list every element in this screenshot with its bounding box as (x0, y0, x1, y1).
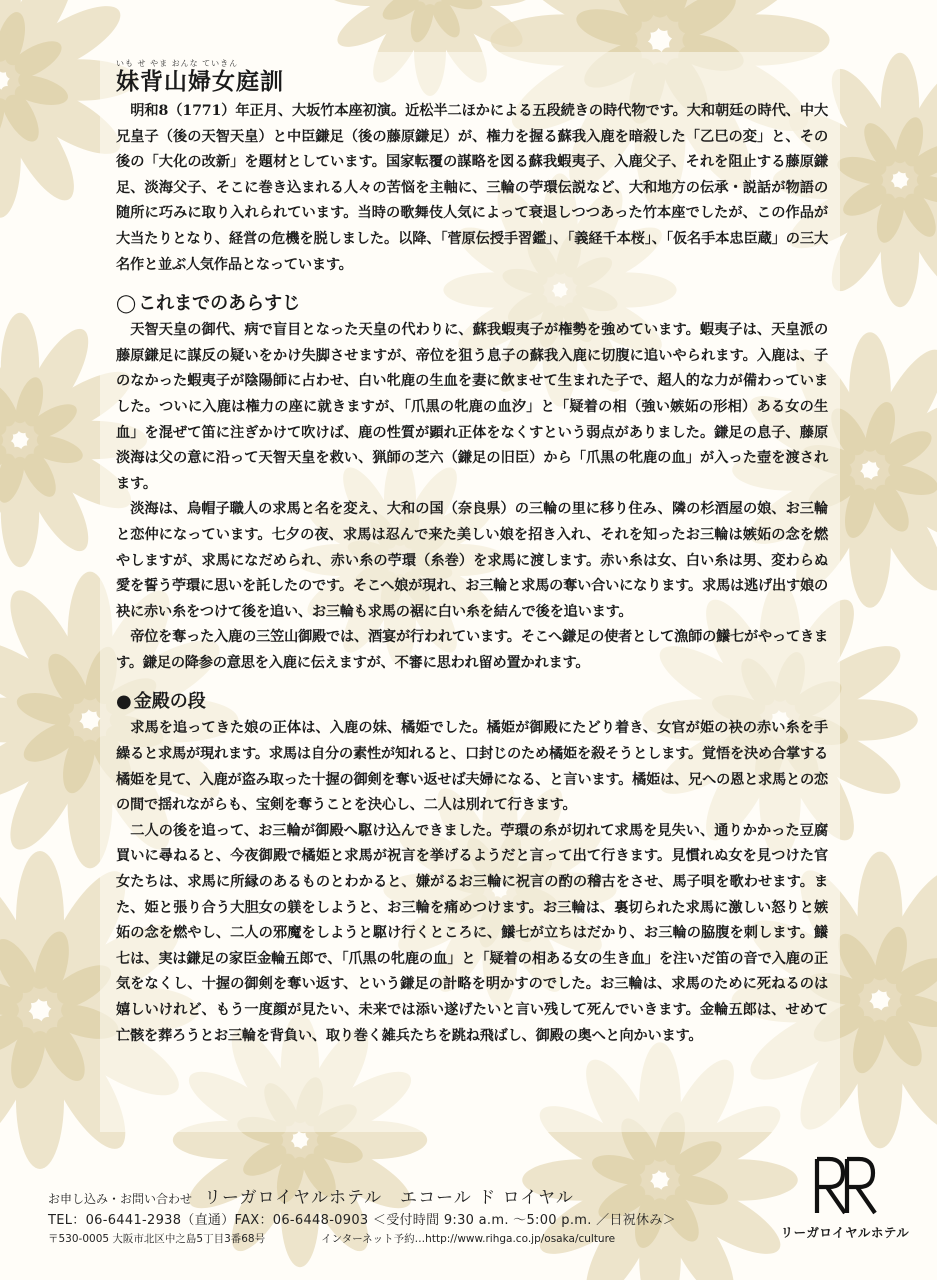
intro-paragraph: 明和8（1771）年正月、大坂竹本座初演。近松半二ほかによる五段続きの時代物です。大和朝廷の時代、中大兄皇子（後の天智天皇）と中臣鎌足（後の藤原鎌足）が、権力を握る蘇我入鹿を暗殺した「乙巳の変」と、その後の「大化の改新」を題材としています。国家転覆の謀略を図る蘇我蝦夷子、入鹿父子、それを阻止する藤原鎌足、淡海父子、そこに巻き込まれる人々の苦悩を主軸に、三輪の苧環伝説など、大和地方の伝承・説話が物語の随所に巧みに取り入れられています。当時の歌舞伎人気によって衰退しつつあった竹本座でしたが、この作品が大当たりとなり、経営の危機を脱しました。以降、「菅原伝授手習鑑」、「義経千本桜」、「仮名手本忠臣蔵」の三大名作と並ぶ人気作品となっています。 (116, 103, 828, 273)
logo-text: リーガロイヤルホテル (780, 1225, 910, 1240)
scene-paragraph: 二人の後を追って、お三輪が御殿へ駆け込んできました。苧環の糸が切れて求馬を見失い、通りかかった豆腐買いに尋ねると、今夜御殿で橘姫と求馬が祝言を挙げるようだと言って出て行きます。見慣れぬ女を見つけた官女たちは、求馬に所縁のあるものとわかると、嫌がるお三輪に祝言の酌の稽古をさせ、馬子唄を歌わせます。また、姫と張り合う大胆女の躾をしようと、お三輪を痛めつけます。お三輪は、裏切られた求馬に激しい怒りと嫉妬の念を燃やし、二人の邪魔をしようと駆け行くところに、鱶七が立ちはだかり、お三輪の脇腹を刺します。鱶七は、実は鎌足の家臣金輪五郎で、「爪黒の牝鹿の血」と「疑着の相ある女の生き血」を注いだ笛の音で入鹿の正気をなくし、十握の御剣を奪い返す、という鎌足の計略を明かすのでした。お三輪は、求馬のために死ねるのは嬉しいけれど、もう一度顔が見たい、未来では添い遂げたいと言い残して死んでいきます。金輪五郎は、せめて亡骸を葬ろうとお三輪を背負い、取り巻く雑兵たちを跳ね飛ばし、御殿の奥へと向かいます。 (116, 822, 828, 1044)
synopsis-paragraph: 天智天皇の御代、病で盲目となった天皇の代わりに、蘇我蝦夷子が権勢を強めています。蝦夷子は、天皇派の藤原鎌足に謀反の疑いをかけ失脚させますが、帝位を狙う息子の蘇我入鹿に切腹に追いやられます。入鹿は、子のなかった蝦夷子が陰陽師に占わせ、白い牝鹿の生血を妻に飲ませて生まれた子で、超人的な力が備わっていました。ついに入鹿は権力の座に就きますが、「爪黒の牝鹿の血汐」と「疑着の相（強い嫉妬の形相）ある女の生血」を混ぜて笛に注ぎかけて吹けば、鹿の性質が顕れ正体をなくすという弱点がありました。鎌足の息子、藤原淡海は父の意に沿って天智天皇を救い、猟師の芝六（鎌足の旧臣）から「爪黒の牝鹿の血」が入った壺を渡されます。 (116, 322, 828, 492)
bullet-icon: ● (116, 691, 132, 713)
hotel-logo (775, 1155, 915, 1241)
section-heading-kinden (116, 690, 828, 714)
web-reservation-link[interactable]: インターネット予約…http://www.rihga.co.jp/osaka/culture (321, 1233, 616, 1245)
contact-label: お申し込み・お問い合わせ (48, 1192, 193, 1206)
synopsis-paragraph: 帝位を奪った入鹿の三笠山御殿では、酒宴が行われています。そこへ鎌足の使者として漁師の鱶七がやってきます。鎌足の降参の意思を入鹿に伝えますが、不審に思われ留め置かれます。 (116, 629, 828, 671)
synopsis-paragraph: 淡海は、烏帽子職人の求馬と名を変え、大和の国（奈良県）の三輪の里に移り住み、隣の杉酒屋の娘、お三輪と恋仲になっています。七夕の夜、求馬は忍んで来た美しい娘を招き入れ、それを知ったお三輪は嫉妬の念を燃やしますが、求馬になだめられ、赤い糸の苧環（糸巻）を求馬に渡します。赤い糸は女、白い糸は男、変わらぬ愛を誓う苧環に思いを託したのです。そこへ娘が現れ、お三輪と求馬の奪い合いになります。求馬は逃げ出す娘の袂に赤い糸をつけて後を追い、お三輪も求馬の裾に白い糸を結んで後を追います。 (116, 501, 828, 620)
phone-fax-line: TEL：06-6441-2938（直通）FAX：06-6448-0903 ＜受付時間 9:30 a.m. ～5:00 p.m. ／日祝休み＞ (48, 1213, 676, 1228)
section-title: 金殿の段 (133, 691, 206, 713)
title-block (116, 58, 828, 95)
section-title: これまでのあらすじ (138, 293, 301, 315)
section-heading-synopsis (116, 292, 828, 316)
circle-icon: ◯ (116, 293, 137, 315)
main-content (116, 58, 828, 1049)
rr-logo-icon (805, 1155, 885, 1217)
page-title: 妹背山婦女庭訓 (116, 68, 284, 95)
address: 〒530-0005 大阪市北区中之島5丁目3番68号 (48, 1233, 266, 1245)
scene-paragraph: 求馬を追ってきた娘の正体は、入鹿の妹、橘姫でした。橘姫が御殿にたどり着き、女官が姫の袂の赤い糸を手繰ると求馬が現れます。求馬は自分の素性が知れると、口封じのため橘姫を殺そうとします。覚悟を決め合掌する橘姫を見て、入鹿が盗み取った十握の御剣を奪い返せば夫婦になる、と言います。橘姫は、兄への恩と求馬との恋の間で揺れながらも、宝剣を奪うことを決心し、二人は別れて行きます。 (116, 720, 828, 814)
title-ruby: いも せ やま おんな ていきん (116, 59, 239, 68)
hotel-name: リーガロイヤルホテル エコール ド ロイヤル (204, 1188, 574, 1208)
footer-contact (48, 1183, 728, 1247)
